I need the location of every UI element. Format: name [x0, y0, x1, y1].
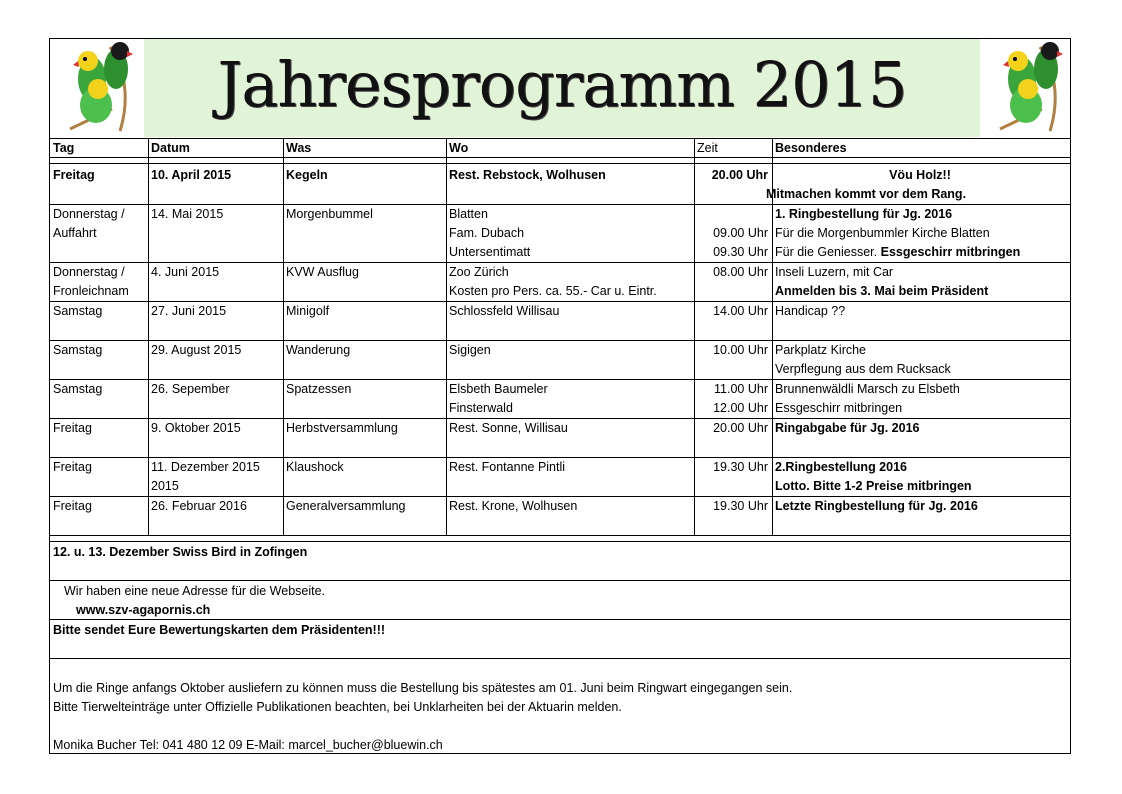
rule [50, 157, 1070, 158]
table-cell: Kegeln [286, 168, 328, 182]
table-cell: Minigolf [286, 304, 330, 318]
table-cell: 19.30 Uhr [713, 499, 768, 513]
table-cell: Freitag [53, 421, 92, 435]
header-datum: Datum [151, 141, 190, 155]
table-cell: Zoo Zürich [449, 265, 509, 279]
table-cell: Ringabgabe für Jg. 2016 [775, 421, 920, 435]
table-cell: Samstag [53, 343, 103, 357]
table-cell: 09.00 Uhr [713, 226, 768, 240]
table-cell: Freitag [53, 460, 92, 474]
table-cell: Inseli Luzern, mit Car [775, 265, 894, 279]
table-cell: Verpflegung aus dem Rucksack [775, 362, 951, 376]
table-cell: 20.00 Uhr [711, 168, 768, 182]
table-cell: Mitmachen kommt vor dem Rang. [766, 187, 967, 201]
table-cell: 14.00 Uhr [713, 304, 768, 318]
table-cell: Wanderung [286, 343, 351, 357]
table-cell: 27. Juni 2015 [151, 304, 227, 318]
table-cell: KVW Ausflug [286, 265, 359, 279]
table-cell: Letzte Ringbestellung für Jg. 2016 [775, 499, 978, 513]
table-cell-text: Essgeschirr mitbringen [880, 245, 1021, 259]
table-cell: Auffahrt [53, 226, 97, 240]
contact-line: Monika Bucher Tel: 041 480 12 09 E-Mail: marcel_bucher@bluewin.ch [53, 738, 443, 752]
lovebirds-right-icon [980, 39, 1072, 135]
table-cell: 11.00 Uhr [714, 382, 768, 396]
table-cell: 26. Sepember [151, 382, 230, 396]
table-cell: 4. Juni 2015 [151, 265, 220, 279]
header-zeit: Zeit [697, 141, 718, 155]
table-cell: Lotto. Bitte 1-2 Preise mitbringen [775, 479, 972, 493]
table-cell: Samstag [53, 304, 103, 318]
table-cell: 10. April 2015 [151, 168, 232, 182]
table-cell: 26. Februar 2016 [151, 499, 247, 513]
table-cell: 19.30 Uhr [713, 460, 768, 474]
table-cell: 11. Dezember 2015 [151, 460, 260, 474]
table-cell: 20.00 Uhr [713, 421, 768, 435]
table-cell: Rest. Krone, Wolhusen [449, 499, 578, 513]
program-sheet [49, 38, 1071, 754]
table-cell: Handicap ?? [775, 304, 846, 318]
table-cell: Donnerstag / [53, 207, 125, 221]
table-cell: Sigigen [449, 343, 491, 357]
column-divider [148, 138, 149, 535]
table-cell: Blatten [449, 207, 488, 221]
table-cell: Donnerstag / [53, 265, 125, 279]
website-intro: Wir haben eine neue Adresse für die Webseite. [64, 584, 326, 598]
table-cell: Spatzessen [286, 382, 352, 396]
rule [50, 580, 1070, 581]
rule [50, 138, 1070, 139]
table-cell: Anmelden bis 3. Mai beim Präsident [775, 284, 989, 298]
table-cell: Generalversammlung [286, 499, 406, 513]
lovebirds-left-icon [50, 39, 142, 135]
table-cell: 29. August 2015 [151, 343, 242, 357]
table-cell [775, 243, 1020, 262]
ratings-note: Bitte sendet Eure Bewertungskarten dem Präsidenten!!! [53, 623, 386, 637]
rule [50, 658, 1070, 659]
swiss-bird-note: 12. u. 13. Dezember Swiss Bird in Zofingen [53, 545, 308, 559]
header-wo: Wo [449, 141, 469, 155]
table-cell: Morgenbummel [286, 207, 373, 221]
rule [50, 541, 1070, 542]
header-besonderes: Besonderes [775, 141, 847, 155]
table-cell: Herbstversammlung [286, 421, 398, 435]
table-cell: Fam. Dubach [449, 226, 525, 240]
table-cell-text: Für die Geniesser. [775, 245, 878, 259]
table-cell: Freitag [53, 168, 95, 182]
table-cell: Für die Morgenbummler Kirche Blatten [775, 226, 990, 240]
table-cell: Rest. Fontanne Pintli [449, 460, 566, 474]
table-cell: 2.Ringbestellung 2016 [775, 460, 907, 474]
publications-note: Bitte Tierwelteinträge unter Offizielle Publikationen beachten, bei Unklarheiten bei der Aktuarin melden. [53, 700, 622, 714]
table-cell: 14. Mai 2015 [151, 207, 224, 221]
table-cell: Finsterwald [449, 401, 513, 415]
table-cell: 09.30 Uhr [713, 245, 768, 259]
table-cell: Untersentimatt [449, 245, 531, 259]
rings-note: Um die Ringe anfangs Oktober ausliefern zu können muss die Bestellung bis spätestes am 01. Juni beim Ringwart eingegangen sein. [53, 681, 793, 695]
table-cell: Rest. Rebstock, Wolhusen [449, 168, 606, 182]
page-title: Jahresprogramm 2015 [217, 48, 907, 121]
rule [50, 535, 1070, 536]
table-cell: Schlossfeld Willisau [449, 304, 560, 318]
column-divider [283, 138, 284, 535]
table-cell: Essgeschirr mitbringen [775, 401, 903, 415]
table-cell: Freitag [53, 499, 92, 513]
table-cell: Brunnenwäldli Marsch zu Elsbeth [775, 382, 960, 396]
table-cell: Kosten pro Pers. ca. 55.- Car u. Eintr. [449, 284, 657, 298]
table-cell: 12.00 Uhr [713, 401, 768, 415]
table-cell: 10.00 Uhr [713, 343, 768, 357]
table-cell: 08.00 Uhr [713, 265, 768, 279]
column-divider [694, 138, 695, 535]
table-cell: 2015 [151, 479, 179, 493]
table-cell: Vöu Holz!! [889, 168, 951, 182]
table-cell: Samstag [53, 382, 103, 396]
header-was: Was [286, 141, 312, 155]
table-cell: 9. Oktober 2015 [151, 421, 241, 435]
table-cell: Klaushock [286, 460, 344, 474]
website-link[interactable]: www.szv-agapornis.ch [76, 603, 211, 617]
rule [50, 163, 1070, 164]
header-tag: Tag [53, 141, 75, 155]
column-divider [446, 138, 447, 535]
table-cell: Elsbeth Baumeler [449, 382, 548, 396]
table-cell: Parkplatz Kirche [775, 343, 867, 357]
table-cell: 1. Ringbestellung für Jg. 2016 [775, 207, 953, 221]
table-cell: Fronleichnam [53, 284, 129, 298]
table-cell: Rest. Sonne, Willisau [449, 421, 568, 435]
